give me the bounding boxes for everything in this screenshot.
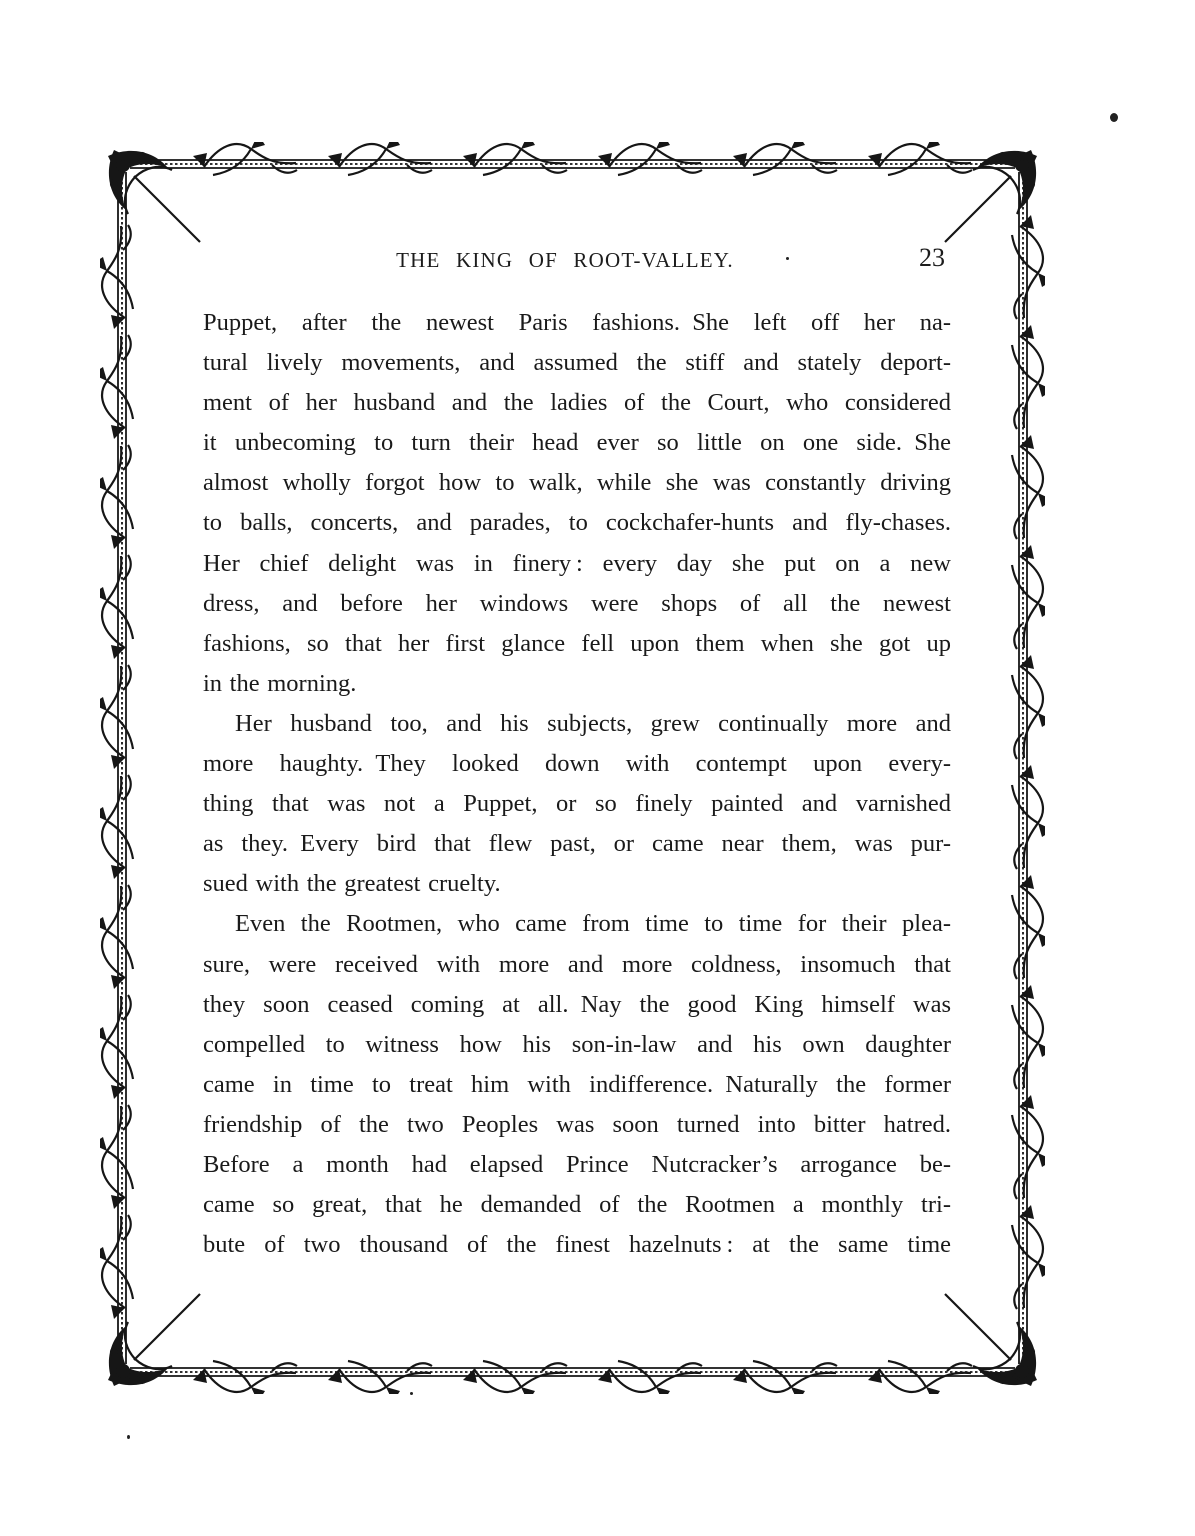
text-line: compelled to witness how his son-in-law and his own daughter [203,1030,951,1058]
text-line: sure, were received with more and more coldness, insomuch that [203,950,951,978]
text-line: as they. Every bird that flew past, or came near them, was pur- [203,830,951,858]
page-number: 23 [919,243,945,272]
text-line: sued with the greatest cruelty. [203,870,501,898]
ink-speck [127,1435,130,1439]
text-line: almost wholly forgot how to walk, while she was constantly driving [203,469,951,497]
text-line: Her chief delight was in finery : every day she put on a new [203,549,951,577]
text-line: Even the Rootmen, who came from time to time for their plea- [235,910,951,938]
text-line: more haughty. They looked down with contempt upon every- [203,750,951,778]
text-line: dress, and before her windows were shops of all the newest [203,589,951,617]
text-line: came in time to treat him with indifference. Naturally the former [203,1070,951,1098]
text-line: came so great, that he demanded of the Rootmen a monthly tri- [203,1191,951,1219]
text-line: Puppet, after the newest Paris fashions. She left off her na- [203,309,951,336]
text-line: in the morning. [203,669,357,697]
ink-speck [786,257,789,260]
text-line: tural lively movements, and assumed the stiff and stately deport- [203,349,951,377]
text-line: friendship of the two Peoples was soon turned into bitter hatred. [203,1110,951,1138]
text-line: ment of her husband and the ladies of the Court, who considered [203,389,951,417]
text-block [203,303,951,1265]
running-header [203,243,951,277]
text-line: they soon ceased coming at all. Nay the good King himself was [203,990,951,1018]
ink-speck [410,1392,413,1395]
text-line: to balls, concerts, and parades, to cockchafer-hunts and fly-chases. [203,509,951,537]
text-line: Her husband too, and his subjects, grew continually more and [235,709,951,737]
text-line: Before a month had elapsed Prince Nutcracker’s arrogance be- [203,1150,951,1178]
text-line: it unbecoming to turn their head ever so little on one side. She [203,429,951,457]
page-title: THE KING OF ROOT-VALLEY. [396,248,734,272]
ink-speck [1110,113,1118,122]
text-line: bute of two thousand of the finest hazelnuts : at the same time [203,1231,951,1259]
text-line: thing that was not a Puppet, or so finely painted and varnished [203,790,951,818]
text-line: fashions, so that her first glance fell upon them when she got up [203,629,951,657]
